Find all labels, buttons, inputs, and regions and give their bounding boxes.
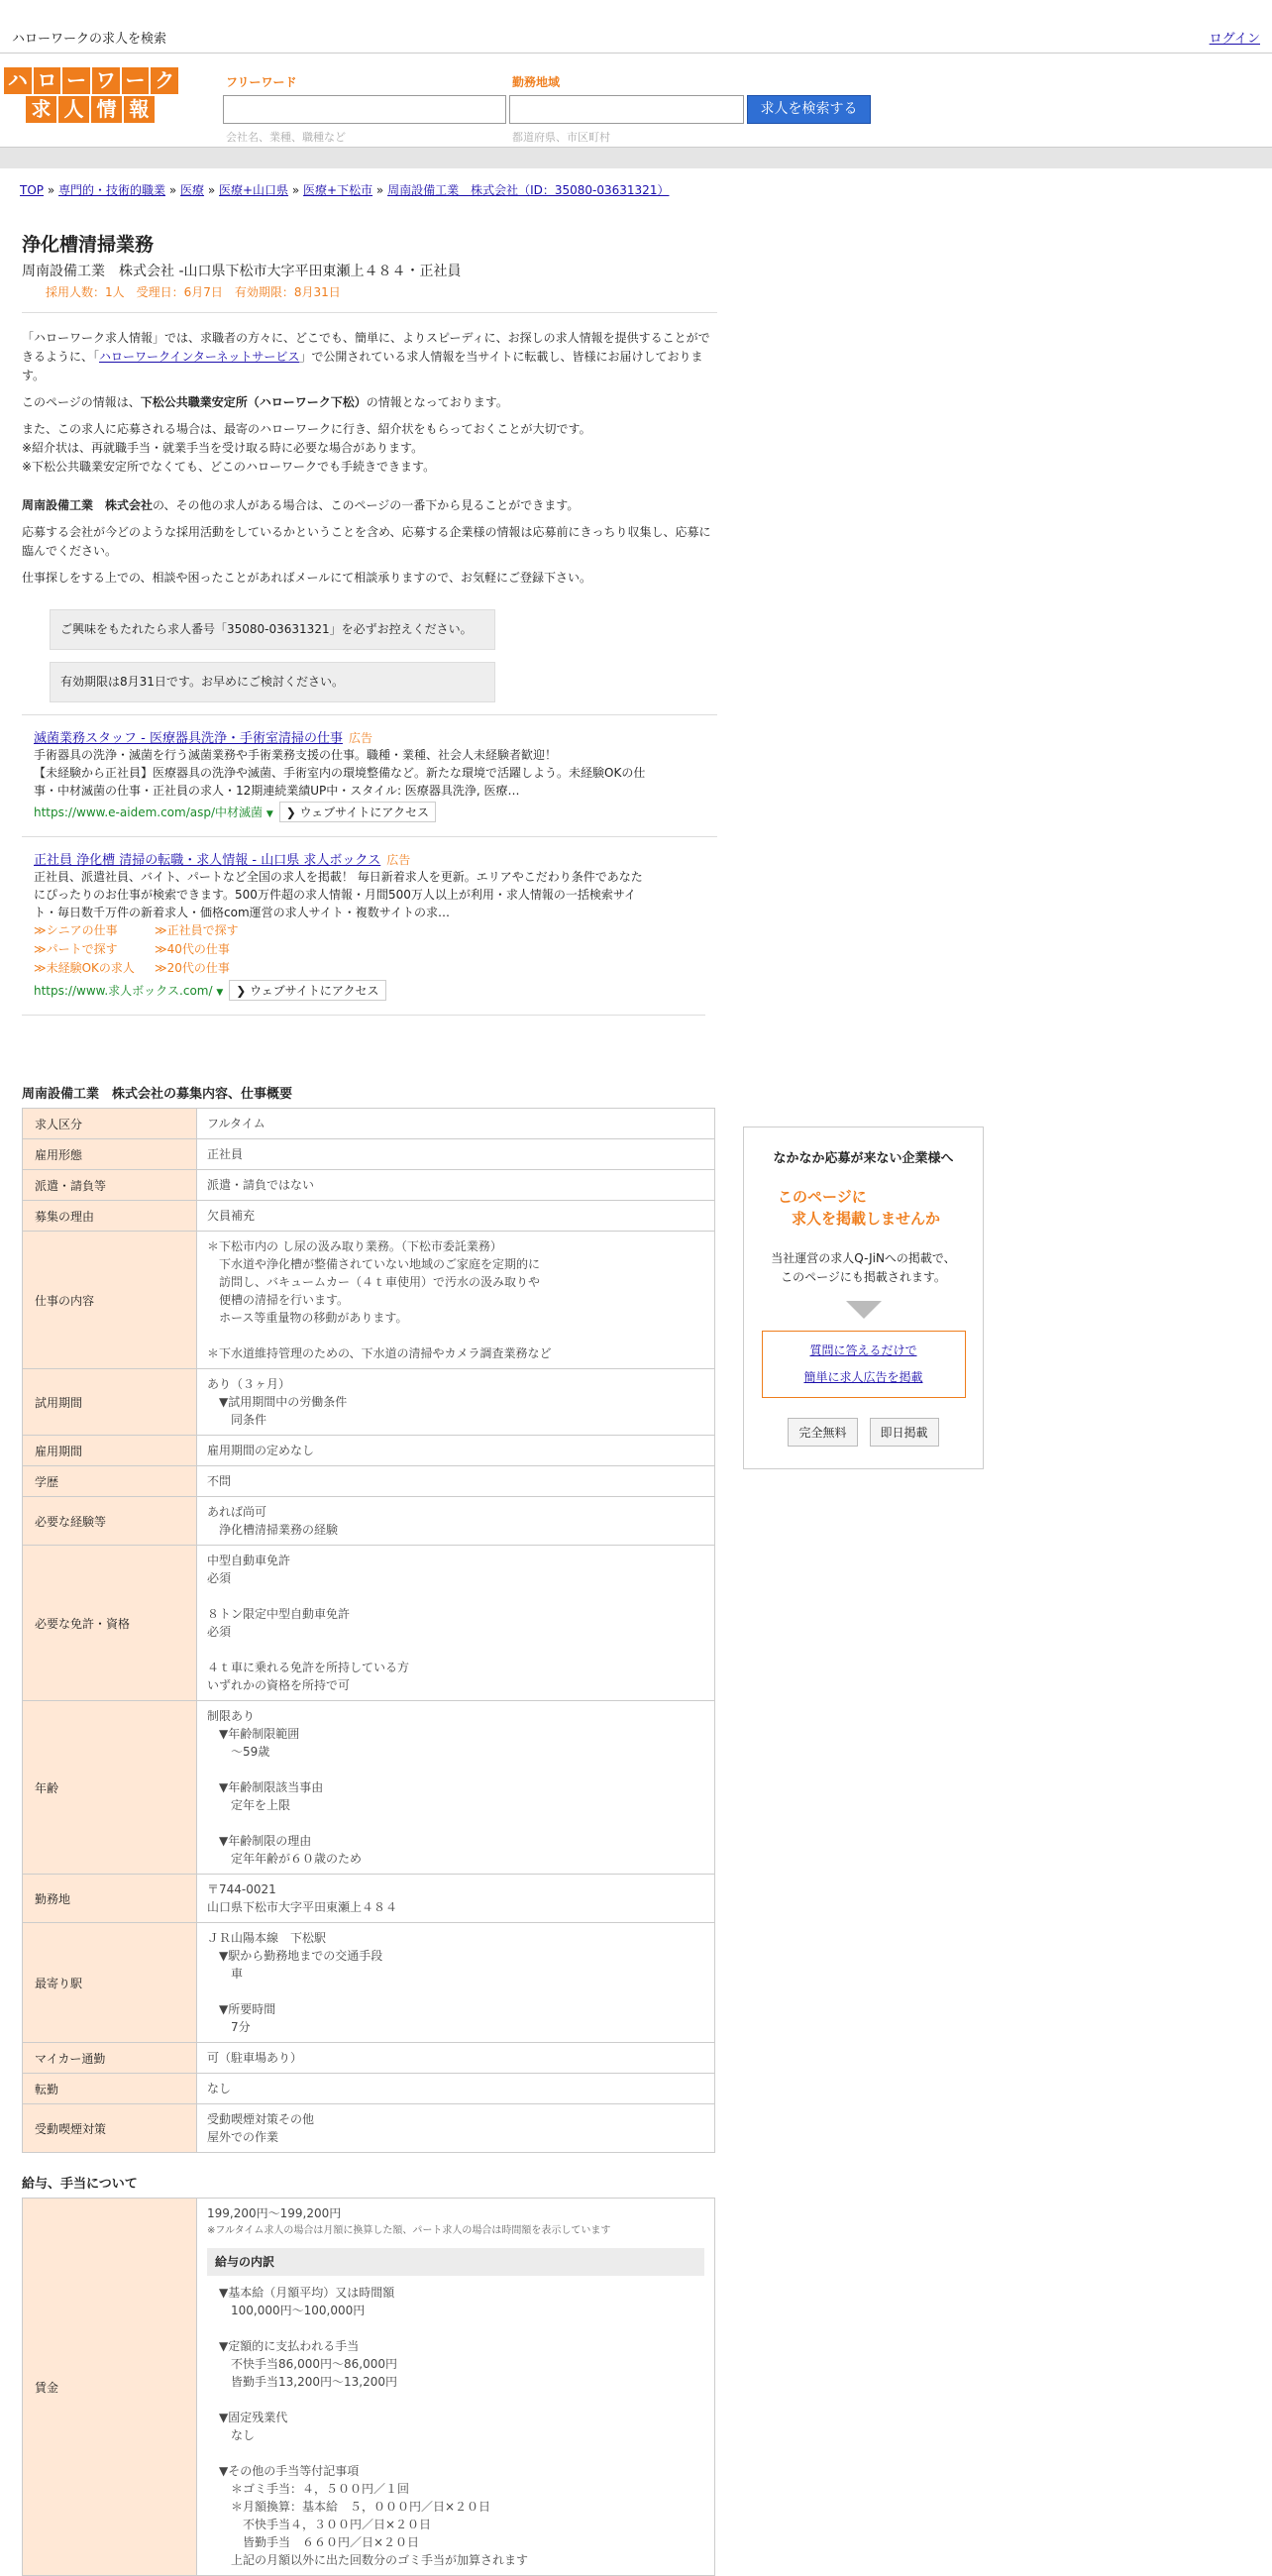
table-row [23,1232,715,1369]
row-label: 最寄り駅 [23,1923,197,2043]
ad-url-line [34,980,717,1001]
logo-char: ワ [92,67,120,94]
pay-amount: 199,200円〜199,200円 [207,2206,342,2220]
same-day-button[interactable]: 即日掲載 [870,1418,939,1447]
row-label: 学歴 [23,1466,197,1497]
logo-char: ハ [4,67,32,94]
logo-char: 情 [91,96,122,123]
keyword-input[interactable] [223,95,506,124]
ad-block [22,727,717,822]
divider [22,312,717,313]
hellowork-internet-link[interactable]: ハローワークインターネットサービス [99,350,300,364]
ad-title-link[interactable]: 正社員 浄化槽 清掃の転職・求人情報 - 山口県 求人ボックス [34,853,381,868]
table-row [23,1369,715,1436]
arrow-down-icon [846,1301,882,1319]
divider [22,714,717,715]
table-row [23,1109,715,1139]
table-row [23,1170,715,1201]
row-value: あり（３ヶ月） ▼試用期間中の労働条件 同条件 [197,1369,715,1436]
logo-char: ロ [34,67,61,94]
row-label: 試用期間 [23,1369,197,1436]
row-label: 求人区分 [23,1109,197,1139]
row-value [197,2199,715,2576]
details-heading: 周南設備工業 株式会社の募集内容、仕事概要 [22,1087,293,1102]
promo-link[interactable]: 質問に答えるだけで [809,1343,917,1357]
table-row [23,1923,715,2043]
ad-title-link[interactable]: 滅菌業務スタッフ - 医療器具洗浄・手術室清掃の仕事 [34,731,343,746]
area-placeholder: 都道府県、市区町村 [512,131,610,144]
ad-sitelinks [34,921,717,978]
job-meta: 採用人数：1人 受理日：6月7日 有効期限：8月31日 [46,285,341,299]
pay-breakdown: ▼基本給（月額平均）又は時間額 100,000円〜100,000円 ▼定額的に支払われる手当 不快手当86,000円〜86,000円 皆勤手当13,200円〜13,200円 ▼固定残業代 なし ▼その他の手当等付記事項 ＊ゴミ手当：４，５００円／１回 ＊月額換算：基本給 ５，０００円／日×２０日 不快手当４，３００円／日×２０日 皆勤手当 ６６０円／日×２０日 上記の月額以外に出た回数分のゴミ手当が加算されます [219,2286,529,2567]
row-label: 雇用期間 [23,1436,197,1466]
row-label: 賃金 [23,2199,197,2576]
row-label: 勤務地 [23,1875,197,1923]
ad-block [22,849,717,1001]
promo-catch-line: 求人を掲載しませんか [792,1210,941,1228]
row-label: マイカー通勤 [23,2043,197,2074]
job-subtitle: 周南設備工業 株式会社 -山口県下松市大字平田東瀬上４８４・正社員 [22,264,462,279]
table-row [23,2104,715,2153]
row-value: 中型自動車免許 必須 ８トン限定中型自動車免許 必須 ４ｔ車に乗れる免許を所持している方 いずれかの資格を所持で可 [197,1546,715,1701]
breadcrumb: TOP » 専門的・技術的職業 » 医療 » 医療+山口県 » 医療+下松市 » 周南設備工業 株式会社（ID：35080-03631321） [20,183,670,197]
row-value: フルタイム [197,1109,715,1139]
table-row [23,1497,715,1546]
consult-paragraph: 仕事探しをする上での、相談や困ったことがあればメールにて相談承りますので、お気軽にご登録下さい。 [22,571,592,585]
promo-title: なかなか応募が来ない企業様へ [773,1151,954,1166]
other-jobs-paragraph [22,496,717,515]
keyword-placeholder: 会社名、業種、職種など [226,131,346,144]
site-title: ハローワークの求人を検索 [12,32,167,47]
table-row [23,1875,715,1923]
table-row [23,1436,715,1466]
top-bar [0,0,1272,54]
ad-badge: 広告 [386,853,411,867]
table-row [23,2199,715,2576]
row-value: なし [197,2074,715,2104]
caret-down-icon[interactable]: ▼ [216,988,224,998]
ad-description: 手術器具の洗浄・滅菌を行う滅菌業務や手術業務支援の仕事。職種・業種、社会人未経験者歓迎！ 【未経験から正社員】医療器具の洗浄や滅菌、手術室内の環境整備など。新たな環境で活躍しよう。未経験OKの仕事・中材滅菌の仕事・正社員の求人・12期連続業績UP中・スタイル: 医療器具洗浄, 医療… [34,748,646,798]
row-value: 欠員補充 [197,1201,715,1232]
search-button[interactable]: 求人を検索する [747,95,871,124]
pay-breakdown-title: 給与の内訳 [207,2248,704,2276]
office-paragraph [22,393,717,412]
area-label: 勤務地域 [512,75,561,89]
main-content [22,226,717,2576]
intro-paragraph [22,329,717,385]
logo-char: 報 [124,96,155,123]
divider [22,836,717,837]
logo-char: 求 [26,96,56,123]
breadcrumb-top[interactable]: TOP [20,183,45,197]
logo-char: 人 [58,96,89,123]
pay-table [22,2198,715,2576]
row-value: 制限あり ▼年齢制限範囲 〜59歳 ▼年齢制限該当事由 定年を上限 ▼年齢制限の理由 定年年齢が６０歳のため [197,1701,715,1875]
promo-description: 当社運営の求人Q-JiNへの掲載で、 このページにも掲載されます。 [771,1251,956,1284]
table-row [23,1139,715,1170]
row-value: 可（駐車場あり） [197,2043,715,2074]
keyword-label: フリーワード [226,75,297,89]
referral-paragraph: また、この求人に応募される場合は、最寄のハローワークに行き、紹介状をもらっておくことが大切です。 ※紹介状は、再就職手当・就業手当を受け取る時に必要な場合があります。 ※下松公共職業安定所でなくても、どこのハローワークでも手続きできます。 [22,422,591,474]
row-value: ＊下松市内の し尿の汲み取り業務。（下松市委託業務） 下水道や浄化槽が整備されていない地域のご家庭を定期的に 訪問し、バキュームカー（４ｔ車使用）で汚水の汲み取りや 便槽の清掃を行います。 ホース等重量物の移動があります。 ＊下水道維持管理のための、下水道の清掃やカメラ調査業務など [197,1232,715,1369]
intro-text: 」で公開されている求人情報を当サイトに転載し、皆様にお届けしております。 [22,350,703,382]
pay-heading: 給与、手当について [22,2177,138,2192]
row-value: 受動喫煙対策その他 屋外での作業 [197,2104,715,2153]
area-input[interactable] [509,95,744,124]
breadcrumb-medical[interactable]: 医療 [180,183,205,197]
ad-sitelink[interactable]: ≫パートで探す [34,942,118,956]
row-value: 雇用期間の定めなし [197,1436,715,1466]
breadcrumb-prefecture[interactable]: 医療+山口県 [219,183,289,197]
row-label: 雇用形態 [23,1139,197,1170]
ad-badge: 広告 [348,731,372,745]
ad-url-line [34,802,717,822]
row-label: 必要な免許・資格 [23,1546,197,1701]
row-value: 派遣・請負ではない [197,1170,715,1201]
header-band [0,147,1272,168]
hellowork-logo[interactable] [4,67,178,125]
table-row [23,1201,715,1232]
details-table [22,1108,715,2153]
ad-description: 正社員、派遣社員、バイト、パートなど全国の求人を掲載！ 毎日新着求人を更新。エリアやこだわり条件であなたにぴったりのお仕事が検索できます。500万件超の求人情報・月間500万人以上が利用・求人情報の一括検索サイト・毎日数千万件の新着求人・価格com運営の求人サイト・複数サイトの求… [34,870,643,919]
breadcrumb-company[interactable]: 周南設備工業 株式会社（ID：35080-03631321） [387,183,670,197]
logo-char: ー [62,67,90,94]
row-label: 転勤 [23,2074,197,2104]
table-row [23,1701,715,1875]
login-link[interactable]: ログイン [1209,32,1260,47]
promo-link-box [762,1331,966,1398]
row-label: 年齢 [23,1701,197,1875]
promo-link[interactable]: 簡単に求人広告を掲載 [803,1370,923,1384]
advice-paragraph: 応募する会社が今どのような採用活動をしているかということを含め、応募する企業様の情報は応募前にきっちり収集し、応募に臨んでください。 [22,525,711,558]
expiry-notice: 有効期限は8月31日です。お早めにご検討ください。 [50,662,495,702]
table-row [23,1546,715,1701]
caret-down-icon[interactable]: ▼ [265,809,273,819]
office-text: このページの情報は、 [22,395,141,409]
ad-sitelink[interactable]: ≫正社員で探す [155,923,239,937]
logo-char: ク [151,67,178,94]
table-row [23,1466,715,1497]
row-label: 派遣・請負等 [23,1170,197,1201]
row-label: 仕事の内容 [23,1232,197,1369]
employer-promo-panel [743,1127,984,1469]
company-name: 周南設備工業 株式会社 [22,498,154,512]
table-row [23,2074,715,2104]
logo-char: ー [122,67,150,94]
intro-text: 「ハローワーク求人情報」では、求職者の方々に、どこでも、簡単に、よりスピーディに、お探しの求人情報を提供することができるように、「 [22,331,710,364]
row-value: あれば尚可 浄化槽清掃業務の経験 [197,1497,715,1546]
row-label: 募集の理由 [23,1201,197,1232]
office-name: 下松公共職業安定所（ハローワーク下松） [140,395,367,409]
pay-note: ※フルタイム求人の場合は月額に換算した額、パート求人の場合は時間額を表示しています [207,2225,611,2236]
row-value: 正社員 [197,1139,715,1170]
row-value: ＪＲ山陽本線 下松駅 ▼駅から勤務地までの交通手段 車 ▼所要時間 7分 [197,1923,715,2043]
ad-sitelink[interactable]: ≫40代の仕事 [155,942,230,956]
job-title: 浄化槽清掃業務 [22,234,155,256]
row-label: 受動喫煙対策 [23,2104,197,2153]
ad-sitelink[interactable]: ≫未経験OKの求人 [34,961,135,975]
ad-visit-button[interactable]: ❯ ウェブサイトにアクセス [279,802,436,822]
row-value: 〒744-0021 山口県下松市大字平田東瀬上４８４ [197,1875,715,1923]
row-label: 必要な経験等 [23,1497,197,1546]
breadcrumb-category[interactable]: 専門的・技術的職業 [58,183,166,197]
free-button[interactable]: 完全無料 [788,1418,857,1447]
row-value: 不問 [197,1466,715,1497]
ad-url[interactable]: https://www.求人ボックス.com/ [34,984,213,998]
office-text: の情報となっております。 [366,395,508,409]
divider [22,1015,705,1016]
ad-sitelink[interactable]: ≫20代の仕事 [155,961,230,975]
ad-visit-button[interactable]: ❯ ウェブサイトにアクセス [229,980,385,1001]
breadcrumb-city[interactable]: 医療+下松市 [303,183,373,197]
ad-sitelink[interactable]: ≫シニアの仕事 [34,923,118,937]
promo-catch-line: このページに [778,1188,867,1206]
other-jobs-text: の、その他の求人がある場合は、このページの一番下から見ることができます。 [153,498,580,512]
promo-catch [744,1186,983,1230]
table-row [23,2043,715,2074]
ad-url[interactable]: https://www.e-aidem.com/asp/中材滅菌 [34,805,264,819]
job-number-notice: ご興味をもたれたら求人番号「35080-03631321」を必ずお控えください。 [50,609,495,650]
promo-buttons [744,1418,983,1447]
